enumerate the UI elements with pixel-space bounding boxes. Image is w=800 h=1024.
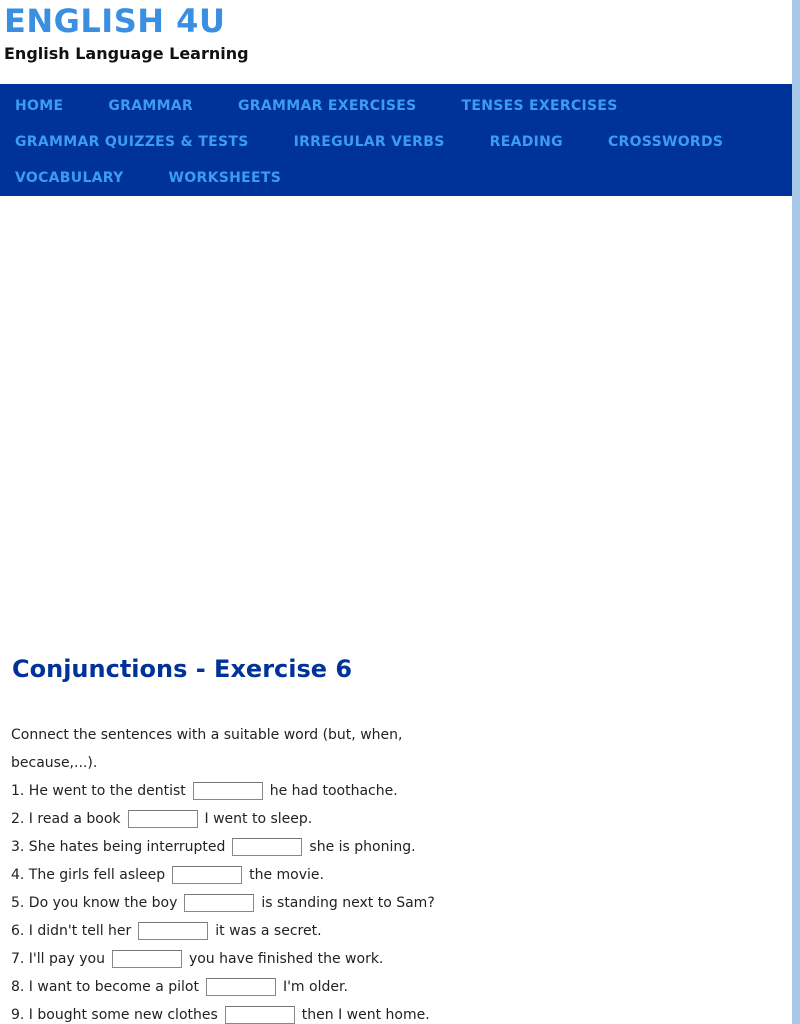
question-text-before: 8. I want to become a pilot: [11, 979, 199, 995]
nav-row: [0, 160, 311, 196]
site-title[interactable]: ENGLISH 4U: [4, 2, 226, 40]
question-text-before: 1. He went to the dentist: [11, 783, 186, 799]
nav-item-vocabulary[interactable]: VOCABULARY: [15, 170, 124, 186]
question-text-after: you have finished the work.: [188, 951, 384, 967]
question-text-before: 7. I'll pay you: [11, 951, 105, 967]
nav-item-home[interactable]: HOME: [15, 98, 64, 114]
site-header: [0, 0, 792, 84]
answer-input[interactable]: [184, 894, 254, 912]
question-text-before: 4. The girls fell asleep: [11, 867, 166, 883]
scrollbar[interactable]: [792, 0, 800, 1024]
nav-item-worksheets[interactable]: WORKSHEETS: [168, 170, 282, 186]
question-text-before: 2. I read a book: [11, 811, 121, 827]
question-text-after: I'm older.: [282, 979, 348, 995]
answer-input[interactable]: [112, 950, 182, 968]
question-item: [11, 805, 435, 833]
answer-input[interactable]: [172, 866, 242, 884]
question-item: [11, 861, 435, 889]
question-text-after: then I went home.: [301, 1007, 430, 1023]
question-text-after: the movie.: [249, 867, 324, 883]
question-item: [11, 973, 435, 1001]
question-text-before: 9. I bought some new clothes: [11, 1007, 218, 1023]
question-item: [11, 945, 435, 973]
question-item: [11, 833, 435, 861]
exercise-instructions: Connect the sentences with a suitable word (but, when, because,...).: [11, 727, 403, 771]
question-item: [11, 1001, 435, 1024]
question-item: [11, 917, 435, 945]
answer-input[interactable]: [128, 810, 198, 828]
answer-input[interactable]: [138, 922, 208, 940]
question-item: [11, 777, 435, 805]
nav-row: [0, 88, 648, 124]
nav-item-grammar[interactable]: GRAMMAR: [108, 98, 194, 114]
nav-item-reading[interactable]: READING: [489, 134, 563, 150]
nav-item-grammar-quizzes-tests[interactable]: GRAMMAR QUIZZES & TESTS: [15, 134, 249, 150]
nav-row: [0, 124, 753, 160]
answer-input[interactable]: [193, 782, 263, 800]
answer-input[interactable]: [225, 1006, 295, 1024]
question-item: [11, 889, 435, 917]
site-subtitle: English Language Learning: [4, 44, 249, 63]
answer-input[interactable]: [206, 978, 276, 996]
question-list: [11, 777, 435, 1024]
question-text-after: is standing next to Sam?: [261, 895, 435, 911]
nav-item-crosswords[interactable]: CROSSWORDS: [607, 134, 724, 150]
question-text-before: 3. She hates being interrupted: [11, 839, 226, 855]
exercise-title: Conjunctions - Exercise 6: [12, 655, 353, 683]
answer-input[interactable]: [232, 838, 302, 856]
question-text-before: 5. Do you know the boy: [11, 895, 178, 911]
nav-item-tenses-exercises[interactable]: TENSES EXERCISES: [461, 98, 618, 114]
question-text-after: I went to sleep.: [204, 811, 313, 827]
main-navigation: [0, 84, 792, 196]
question-text-after: she is phoning.: [309, 839, 416, 855]
nav-item-irregular-verbs[interactable]: IRREGULAR VERBS: [293, 134, 445, 150]
question-text-before: 6. I didn't tell her: [11, 923, 132, 939]
nav-item-grammar-exercises[interactable]: GRAMMAR EXERCISES: [238, 98, 417, 114]
question-text-after: it was a secret.: [215, 923, 322, 939]
question-text-after: he had toothache.: [269, 783, 398, 799]
blank-ad-space: [0, 196, 792, 636]
